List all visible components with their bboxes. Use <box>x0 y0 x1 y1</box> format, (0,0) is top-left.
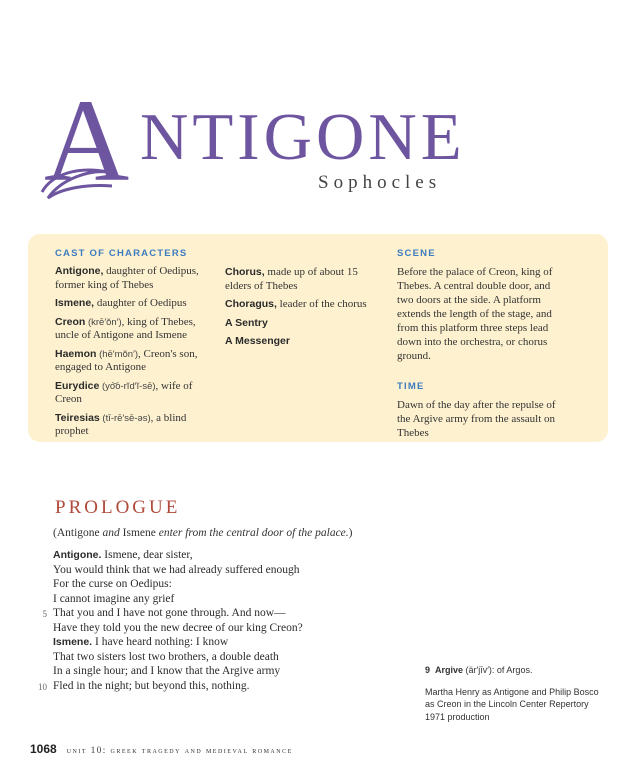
title-block <box>44 75 604 206</box>
stage-direction-rest: enter from the central door of the palace. <box>158 527 349 539</box>
author: Sophocles <box>318 172 442 193</box>
title-initial: A <box>44 75 130 206</box>
character-name: Teiresias <box>55 411 100 424</box>
scene-header: SCENE <box>397 248 436 259</box>
character-description: daughter of Oedipus, former king of Thebes <box>55 265 199 291</box>
dialogue-line <box>53 577 353 592</box>
line-number: 10 <box>38 681 47 692</box>
note-number: 9 <box>425 665 431 675</box>
character-name: Choragus, <box>225 298 277 310</box>
cast-entry <box>225 317 380 331</box>
note-pron: (är′jīv′) <box>463 665 492 675</box>
page-footer <box>30 742 293 756</box>
line-text: That you and I have not gone through. And now— <box>53 607 286 619</box>
dialogue-line <box>53 635 353 650</box>
line-text: Fled in the night; but beyond this, nothing. <box>53 679 250 692</box>
line-text: I cannot imagine any grief <box>53 592 175 605</box>
character-description: , a blind prophet <box>55 411 187 437</box>
dialogue-line <box>53 592 353 607</box>
cast-entry <box>225 298 380 312</box>
line-text: Ismene, dear sister, <box>101 549 193 561</box>
character-pronunciation: (tī-rē′sē-əs) <box>99 412 151 424</box>
cast-entry <box>55 380 215 407</box>
stage-direction-ismene: Ismene <box>119 527 159 539</box>
character-name: Chorus, <box>225 266 265 278</box>
cast-entry <box>55 265 215 292</box>
dialogue-line <box>53 563 353 578</box>
glossary-note <box>425 664 605 677</box>
unit-title: unit 10: greek tragedy and medieval romance <box>66 745 293 755</box>
photo-caption: Martha Henry as Antigone and Philip Bosco as Creon in the Lincoln Center Repertory 1971 production <box>425 686 599 722</box>
note-def: : of Argos. <box>491 665 533 675</box>
time-header: TIME <box>397 381 425 392</box>
scene-column <box>397 248 569 458</box>
line-text: That two sisters lost two brothers, a double death <box>53 650 279 663</box>
speaker-name: Antigone. <box>53 549 102 561</box>
line-number: 5 <box>42 609 47 619</box>
cast-entry <box>225 266 380 293</box>
character-name: A Sentry <box>225 316 268 329</box>
stage-direction-open: (Antigone <box>53 527 103 539</box>
title-rest: NTIGONE <box>140 100 466 174</box>
cast-entry <box>55 316 215 343</box>
cast-header: CAST OF CHARACTERS <box>55 248 188 259</box>
line-text: Have they told you the new decree of our king Creon? <box>53 621 303 634</box>
dialogue-lines <box>38 548 353 693</box>
stage-direction <box>53 527 353 539</box>
character-description: made up of about 15 elders of Thebes <box>225 266 358 292</box>
dialogue-line <box>53 548 353 563</box>
line-text: I have heard nothing: I know <box>92 636 229 648</box>
cast-entry <box>55 412 215 439</box>
cast-entry <box>225 335 380 349</box>
note-term: Argive <box>435 665 464 675</box>
line-text: In a single hour; and I know that the Argive army <box>53 665 281 677</box>
time-text: Dawn of the day after the repulse of the Argive army from the assault on Thebes <box>397 399 556 439</box>
dialogue-line <box>42 606 353 621</box>
character-description: daughter of Oedipus <box>94 297 187 309</box>
speaker-name: Ismene. <box>53 636 93 648</box>
sidenote <box>425 664 605 723</box>
page-number: 1068 <box>30 742 57 756</box>
character-name: Haemon <box>55 347 97 360</box>
prologue-heading: PROLOGUE <box>55 497 181 518</box>
character-name: Antigone, <box>55 265 104 277</box>
character-description: leader of the chorus <box>276 298 367 310</box>
character-name: Eurydice <box>55 379 100 392</box>
cast-column-1 <box>55 248 215 444</box>
stage-direction-close: ) <box>348 527 353 539</box>
character-name: Ismene, <box>55 297 95 309</box>
character-pronunciation: (yo͝o-rĭd′ĭ-sē) <box>99 380 156 392</box>
cast-column-2 <box>225 266 380 354</box>
character-description: , king of Thebes, uncle of Antigone and Ismene <box>55 315 196 341</box>
cast-entry <box>55 297 215 311</box>
stage-direction-and: and <box>102 527 120 539</box>
dialogue-line <box>53 621 353 636</box>
character-pronunciation: (krē′ŏn′) <box>85 316 122 328</box>
line-text: For the curse on Oedipus: <box>53 578 172 590</box>
dialogue-line <box>38 679 353 694</box>
scene-text: Before the palace of Creon, king of Thebes. A central double door, and two doors at the side. A platform extends the length of the stage, and from this platform three steps lead down into the orchestra, or chorus ground. <box>397 266 553 362</box>
character-name: A Messenger <box>225 335 290 347</box>
dialogue-line <box>53 650 353 665</box>
dialogue-line <box>53 664 353 679</box>
character-pronunciation: (hē′mŏn′) <box>96 348 139 360</box>
character-name: Creon <box>55 315 86 328</box>
character-description: , wife of Creon <box>55 379 193 405</box>
cast-entry <box>55 348 215 375</box>
character-description: , Creon's son, engaged to Antigone <box>55 347 198 373</box>
line-text: You would think that we had already suffered enough <box>53 563 300 576</box>
